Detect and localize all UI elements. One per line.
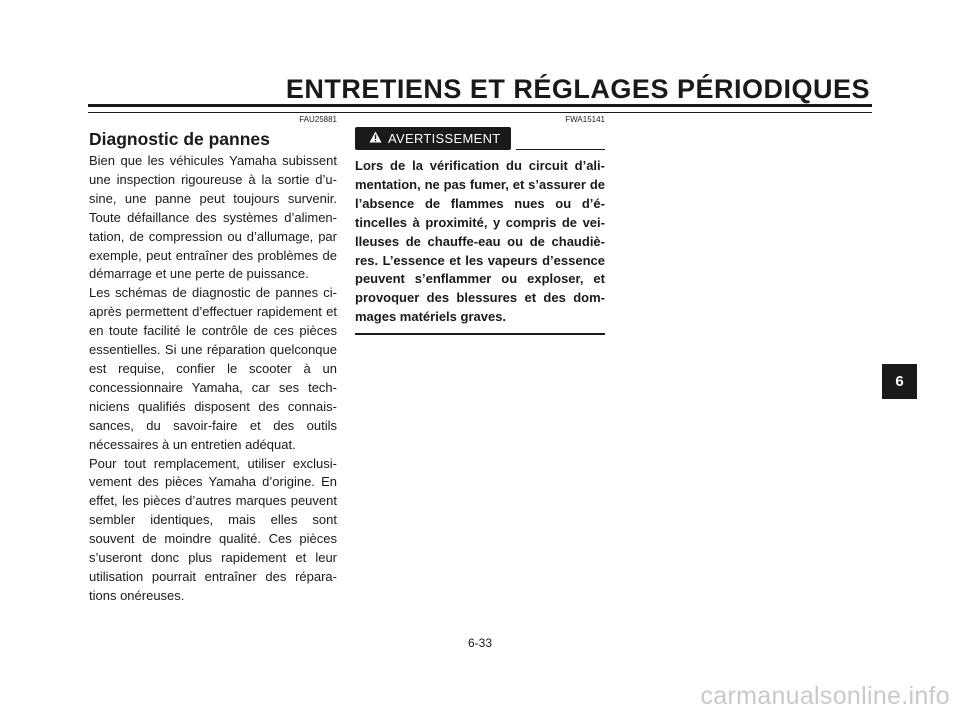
warning-badge — [355, 127, 511, 150]
right-column — [355, 115, 605, 335]
page-header-title: ENTRETIENS ET RÉGLAGES PÉRIODIQUES — [285, 74, 870, 104]
header-rule — [88, 104, 872, 113]
warning-bottom-rule — [355, 333, 605, 335]
warning-text: Lors de la vérification du circuit d’alimentation, ne pas fumer, et s’assurer de l’absence de flammes nues ou d’étincelles à proximité, y compris de veilleuses de chauffe-eau ou de chaudières. L’essence et les vapeurs d’essence peuvent s’enflammer ou exploser, et provoquer des blessures et des dommages matériels graves. — [355, 158, 605, 325]
warning-header — [355, 127, 605, 150]
paragraph: Pour tout remplacement, utiliser exclusivement des pièces Yamaha d’origine. En effet, les pièces d’autres marques peuvent sembler identiques, mais elles sont souvent de moindre qualité. Ces pièces s’useront donc plus rapidement et leur utilisation pourrait entraîner des réparations onéreuses. — [89, 455, 337, 603]
page-number: 6-33 — [467, 636, 493, 650]
section-code: FAU25881 — [299, 115, 337, 124]
warning-rule — [516, 149, 606, 150]
paragraph: Les schémas de diagnostic de pannes ci-après permettent d’effectuer rapidement et en toute facilité le contrôle de ces pièces essentielles. Si une réparation quelconque est requise, confier le scooter à un concessionnaire Yamaha, car ses techniciens qualifiés disposent des connaissances, du savoir-faire et des outils nécessaires à un entretien adéquat. — [89, 285, 337, 452]
body-text — [89, 152, 337, 606]
left-column — [89, 115, 337, 606]
warning-code: FWA15141 — [565, 115, 605, 124]
watermark: carmanualsonline.info — [700, 682, 950, 710]
paragraph: Bien que les véhicules Yamaha subissent une inspection rigoureuse à la sortie d’usine, une panne peut toujours survenir. Toute défaillance des systèmes d’alimentation, de compression ou d’allumage, par exemple, peut entraîner des problèmes de démarrage et une perte de puissance. — [89, 153, 337, 282]
section-heading: Diagnostic de pannes — [89, 129, 270, 149]
chapter-tab: 6 — [882, 364, 917, 399]
warning-triangle-icon — [369, 130, 382, 148]
warning-label: AVERTISSEMENT — [388, 131, 501, 146]
